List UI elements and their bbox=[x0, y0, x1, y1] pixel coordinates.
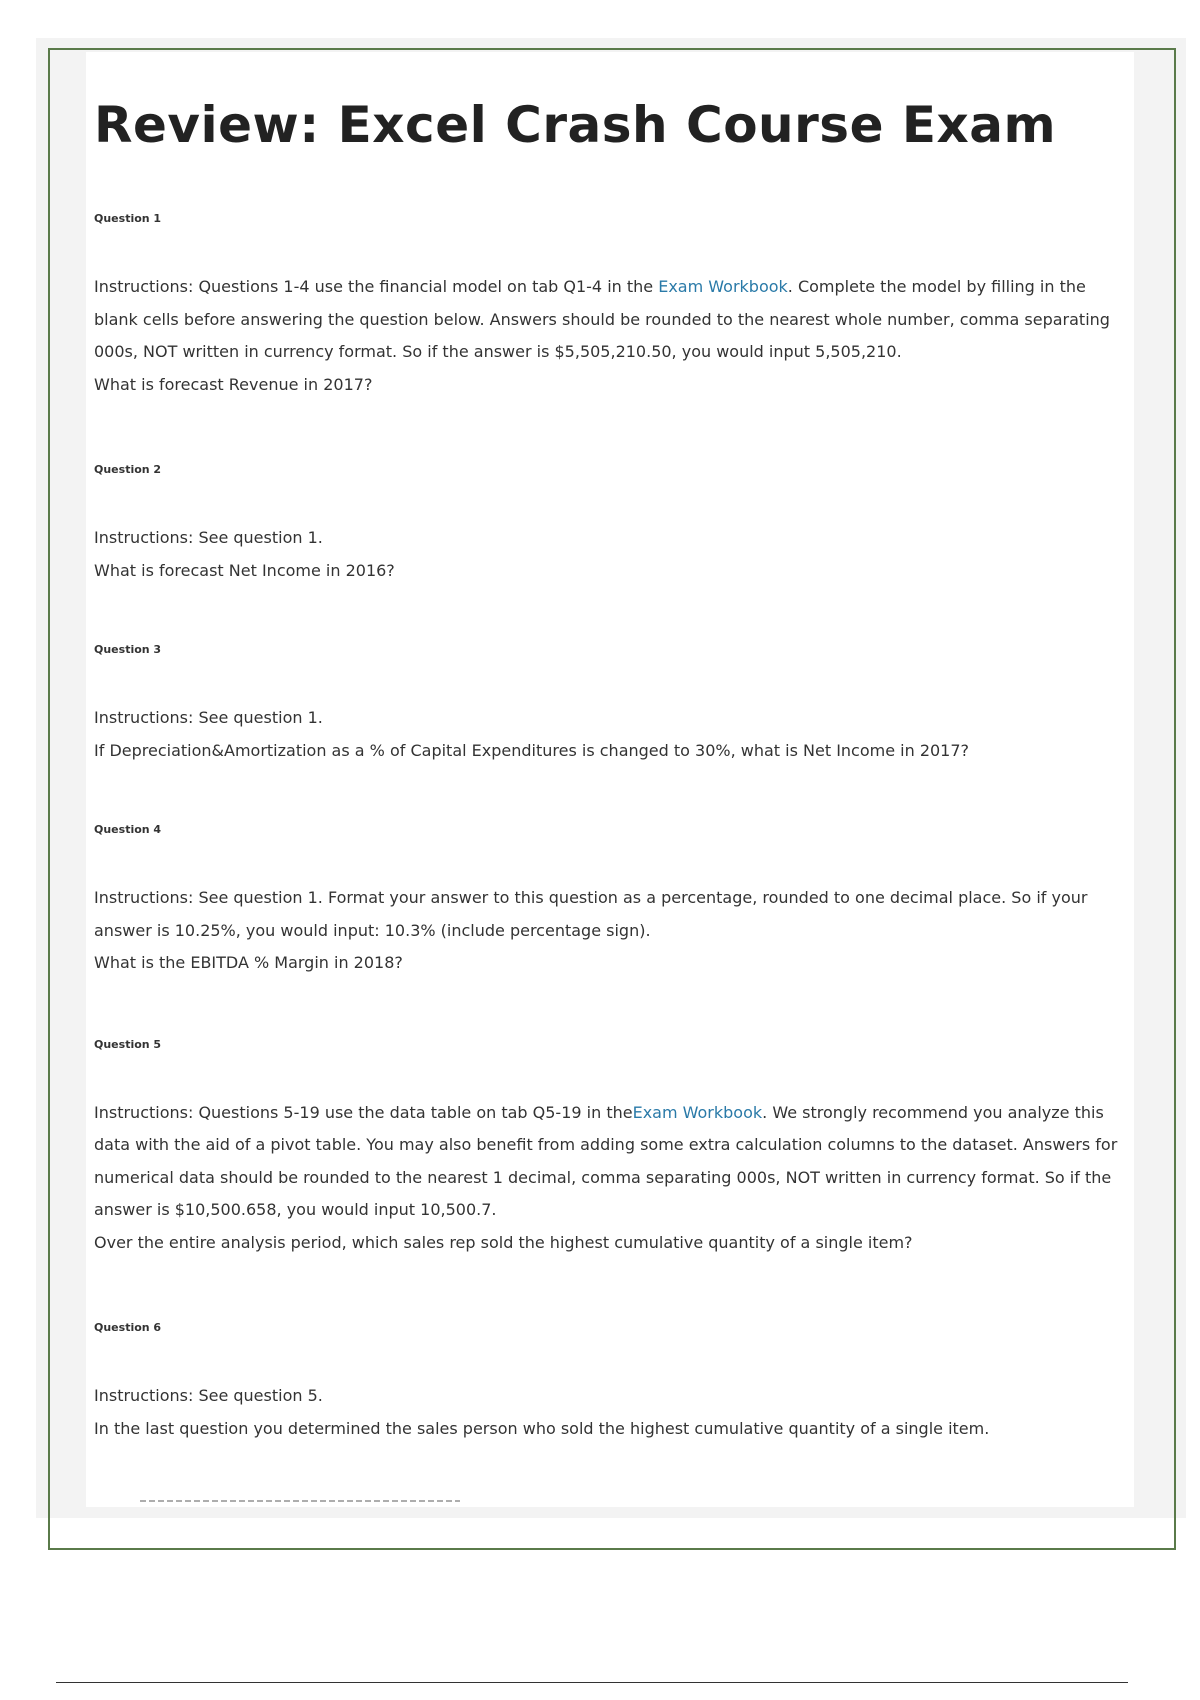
question-prompt: In the last question you determined the sales person who sold the highest cumulative quantity of a single item. bbox=[94, 1418, 990, 1438]
question-label: Question 6 bbox=[94, 1321, 162, 1334]
instructions-text: Instructions: Questions 1-4 use the financial model on tab Q1-4 in the bbox=[94, 277, 659, 296]
question-prompt: If Depreciation&Amortization as a % of Capital Expenditures is changed to 30%, what is Net Income in 2017? bbox=[94, 740, 970, 760]
question-label: Question 5 bbox=[94, 1037, 162, 1051]
instructions-text: . Complete the model by filling in the blank cells before answering the question below. Answers should be rounded to the nearest whole number, comma separating 000s, NOT written in currency format. So if the answer is $5,505,210.50, you would input 5,505,210. bbox=[94, 277, 1110, 361]
question-instructions: Instructions: See question 1. bbox=[94, 528, 323, 547]
question-label: Question 2 bbox=[94, 463, 162, 476]
question-prompt: What is the EBITDA % Margin in 2018? bbox=[94, 953, 403, 972]
exam-workbook-link[interactable]: Exam Workbook bbox=[658, 277, 788, 296]
page-title: Review: Excel Crash Course Exam bbox=[94, 96, 1057, 154]
footer-rule bbox=[56, 1682, 1128, 1683]
question-instructions: Instructions: See question 1. bbox=[94, 708, 323, 727]
question-label: Question 1 bbox=[94, 212, 162, 225]
question-instructions: Instructions: See question 1. Format your answer to this question as a percentage, rounded to one decimal place. So if your answer is 10.25%, you would input: 10.3% (include percentage sign). bbox=[94, 888, 1088, 940]
question-prompt: What is forecast Net Income in 2016? bbox=[94, 560, 395, 580]
question-prompt: What is forecast Revenue in 2017? bbox=[94, 374, 373, 394]
question-prompt: Over the entire analysis period, which sales rep sold the highest cumulative quantity of a single item? bbox=[94, 1232, 913, 1252]
question-label: Question 4 bbox=[94, 823, 162, 836]
instructions-text: Instructions: Questions 5-19 use the data table on tab Q5-19 in the bbox=[94, 1102, 633, 1122]
question-label: Question 3 bbox=[94, 643, 162, 656]
exam-workbook-link[interactable]: Exam Workbook bbox=[632, 1102, 763, 1122]
instructions-text: . We strongly recommend you analyze this data with the aid of a pivot table. You may also benefit from adding some extra calculation columns to the dataset. Answers for numerical data should be rounded to the nearest 1 decimal, comma separating 000s, NOT written in currency format. So if the answer is $10,500.658, you would input 10,500.7. bbox=[94, 1102, 1118, 1219]
page-border bbox=[48, 48, 1176, 1550]
question-instructions: Instructions: See question 5. bbox=[94, 1386, 323, 1405]
